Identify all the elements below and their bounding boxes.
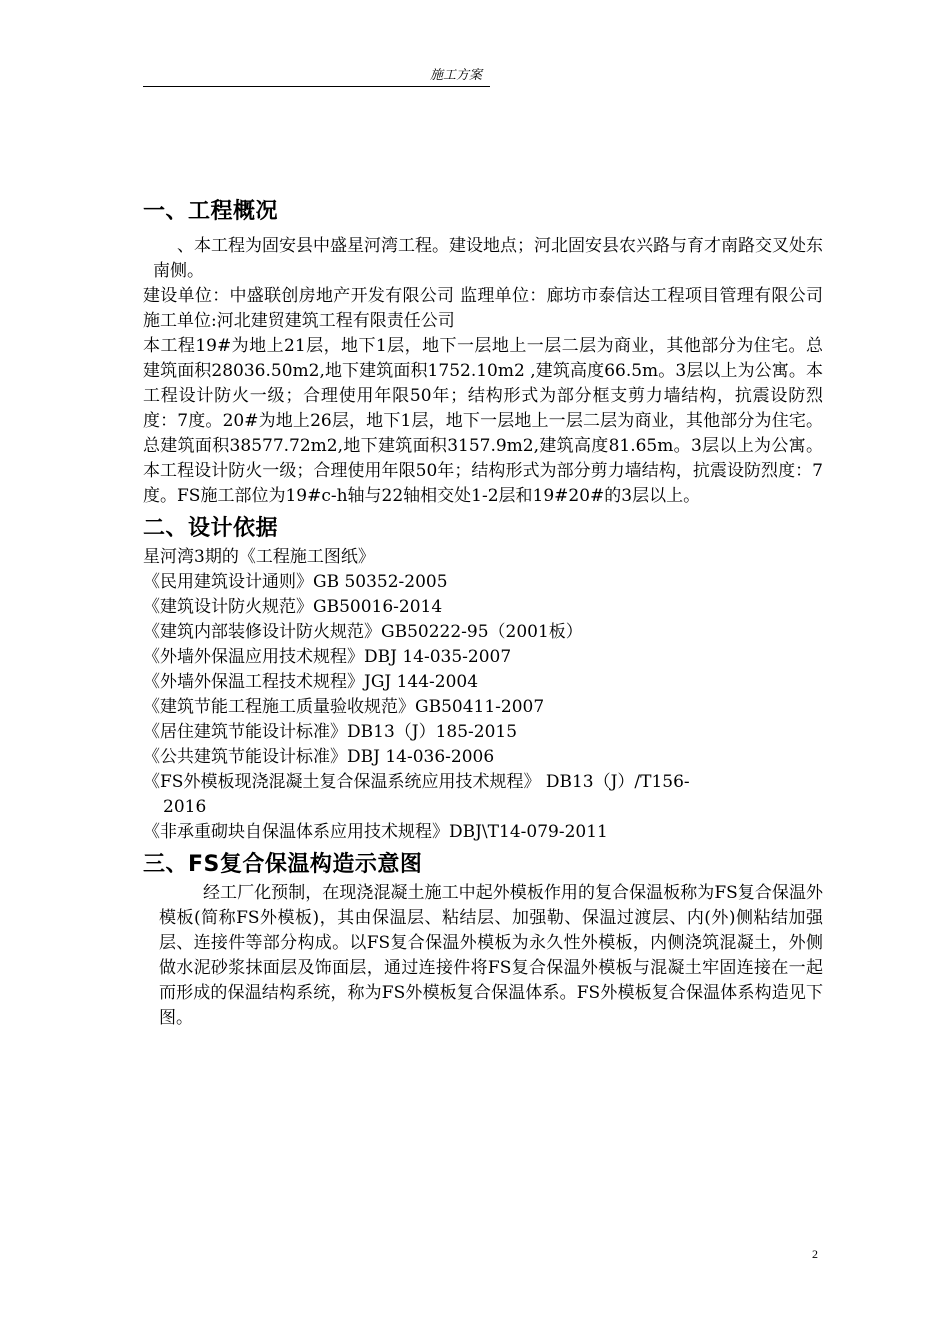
section-3-heading: 三、FS复合保温构造示意图 (143, 852, 423, 877)
reference-item: 《居住建筑节能设计标准》DB13（J）185-2015 (143, 722, 518, 742)
reference-item: 《外墙外保温应用技术规程》DBJ 14-035-2007 (143, 647, 512, 667)
document-body (143, 196, 823, 1031)
reference-item: 《公共建筑节能设计标准》DBJ 14-036-2006 (143, 747, 495, 767)
page-header (143, 68, 490, 87)
reference-item: 《FS外模板现浇混凝土复合保温系统应用技术规程》 DB13（J）/T156- (143, 772, 690, 792)
reference-item: 《非承重砌块自保温体系应用技术规程》DBJ\T14-079-2011 (143, 822, 608, 842)
section-1-paragraph-3: 本工程19#为地上21层，地下1层，地下一层地上一层二层为商业，其他部分为住宅。总建筑面积28036.50m2,地下建筑面积1752.10m2 ,建筑高度66.5m。3层以上为公寓。本工程设计防火一级；合理使用年限50年；结构形式为部分框支剪力墙结构，抗震设防烈度：7度。20#为地上26层，地下1层，地下一层地上一层二层为商业，其他部分为住宅。总建筑面积38577.72m2,地下建筑面积3157.9m2,建筑高度81.65m。3层以上为公寓。本工程设计防火一级；合理使用年限50年；结构形式为部分剪力墙结构，抗震设防烈度：7度。FS施工部位为19#c-h轴与22轴相交处1-2层和19#20#的3层以上。 (143, 336, 823, 506)
header-title: 施工方案 (429, 68, 482, 83)
section-2-heading: 二、设计依据 (143, 516, 279, 541)
reference-item: 《民用建筑设计通则》GB 50352-2005 (143, 572, 448, 592)
reference-item: 《外墙外保温工程技术规程》JGJ 144-2004 (143, 672, 479, 692)
reference-item: 星河湾3期的《工程施工图纸》 (143, 547, 375, 567)
section-1-paragraph-1: 、本工程为固安县中盛星河湾工程。建设地点；河北固安县农兴路与育才南路交叉处东南侧。 (153, 236, 823, 281)
reference-item: 《建筑设计防火规范》GB50016-2014 (143, 597, 443, 617)
section-1-paragraph-2: 建设单位：中盛联创房地产开发有限公司 监理单位：廊坊市泰信达工程项目管理有限公司 施工单位:河北建贸建筑工程有限责任公司 (143, 286, 823, 331)
section-1-heading: 一、工程概况 (143, 199, 279, 224)
reference-item: 《建筑节能工程施工质量验收规范》GB50411-2007 (143, 697, 545, 717)
reference-item: 《建筑内部装修设计防火规范》GB50222-95（2001板） (143, 622, 583, 642)
reference-list (143, 545, 823, 845)
section-3-paragraph: 经工厂化预制，在现浇混凝土施工中起外模板作用的复合保温板称为FS复合保温外模板(简称FS外模板)，其由保温层、粘结层、加强勒、保温过渡层、内(外)侧粘结加强层、连接件等部分构成。以FS复合保温外模板为永久性外模板，内侧浇筑混凝土，外侧做水泥砂浆抹面层及饰面层，通过连接件将FS复合保温外模板与混凝土牢固连接在一起而形成的保温结构系统，称为FS外模板复合保温体系。FS外模板复合保温体系构造见下图。 (159, 883, 823, 1028)
page-number: 2 (812, 1247, 818, 1261)
reference-item-continuation: 2016 (163, 797, 207, 817)
